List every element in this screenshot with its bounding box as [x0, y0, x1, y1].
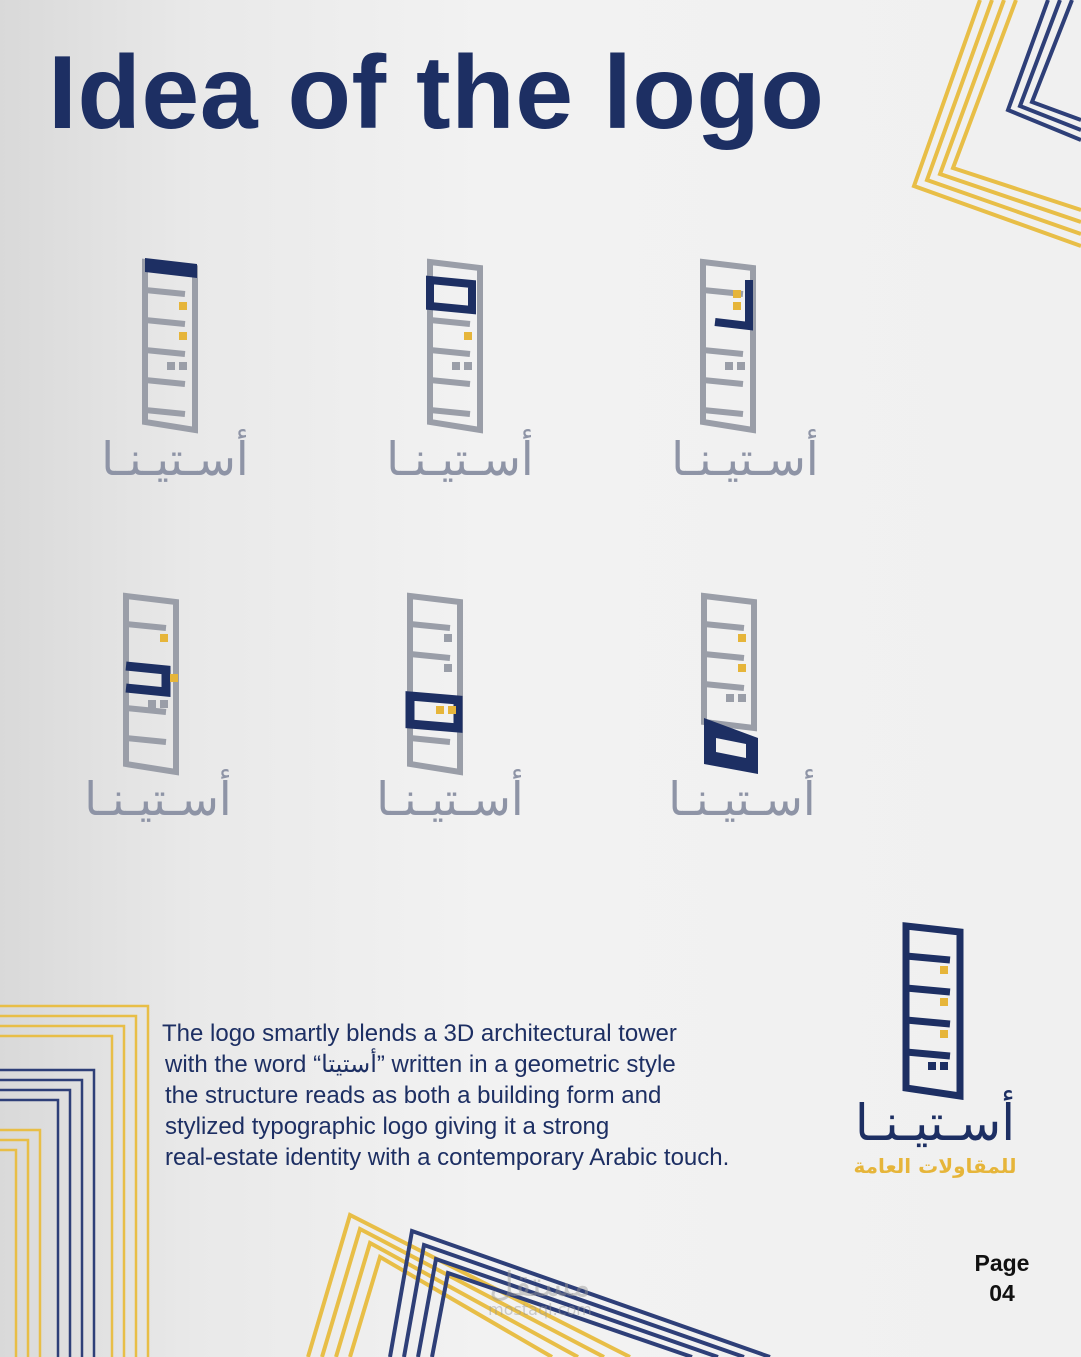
variant-wordmark: أسـتيـنـا — [668, 772, 816, 826]
tower-icon — [642, 588, 842, 778]
watermark-latin: mostaql.com — [488, 1300, 592, 1319]
logo-variant-4 — [58, 588, 258, 848]
logo-variant-5 — [350, 588, 550, 848]
tower-icon — [350, 588, 550, 778]
main-logo — [840, 920, 1030, 1190]
page-label: Page — [974, 1250, 1030, 1276]
description-line: The logo smartly blends a 3D architectural tower — [162, 1020, 677, 1047]
tower-icon — [840, 920, 1030, 1100]
page-number — [962, 1248, 1042, 1308]
logo-description — [162, 1018, 802, 1173]
variant-wordmark: أسـتيـنـا — [376, 772, 524, 826]
main-tagline: للمقاولات العامة — [853, 1154, 1017, 1178]
bottom-left-decorative-lines — [0, 1000, 160, 1357]
variant-wordmark: أسـتيـنـا — [386, 432, 534, 486]
tower-icon — [75, 250, 275, 440]
logo-variant-6 — [642, 588, 842, 848]
tower-icon — [645, 250, 845, 440]
description-line: with the word “أستيتا” written in a geometric style — [165, 1051, 676, 1078]
description-line: stylized typographic logo giving it a strong — [165, 1113, 610, 1140]
variant-wordmark: أسـتيـنـا — [101, 432, 249, 486]
description-line: the structure reads as both a building form and — [165, 1082, 662, 1109]
page-value: 04 — [989, 1280, 1015, 1306]
tower-icon — [58, 588, 258, 778]
tower-icon — [360, 250, 560, 440]
main-wordmark: أسـتيـنـا — [854, 1094, 1016, 1152]
top-right-decorative-lines — [900, 0, 1081, 250]
variant-wordmark: أسـتيـنـا — [84, 772, 232, 826]
watermark — [455, 1265, 625, 1319]
logo-variant-2 — [360, 250, 560, 510]
logo-variant-1 — [75, 250, 275, 510]
description-line: real-estate identity with a contemporary Arabic touch. — [165, 1144, 730, 1171]
variant-wordmark: أسـتيـنـا — [671, 432, 819, 486]
logo-variant-3 — [645, 250, 845, 510]
watermark-arabic: مستقل — [489, 1265, 591, 1305]
page-title: Idea of the logo — [48, 35, 825, 151]
